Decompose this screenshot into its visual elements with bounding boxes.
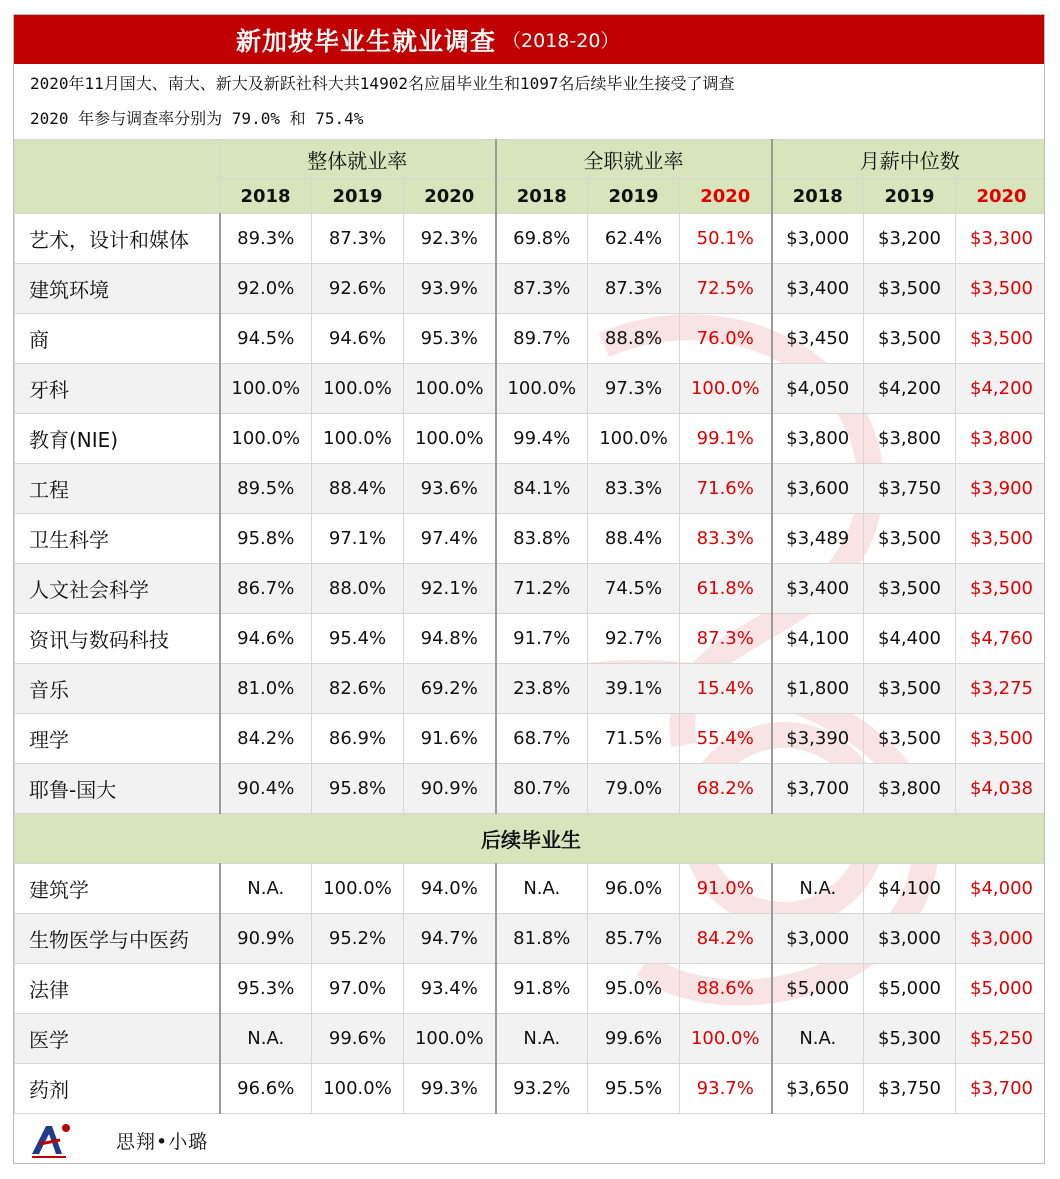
table-cell: 68.2%	[680, 764, 772, 814]
header-year: 2020	[680, 179, 772, 214]
table-cell: 39.1%	[588, 664, 680, 714]
table-cell: 74.5%	[588, 564, 680, 614]
table-cell: 15.4%	[680, 664, 772, 714]
table-cell: $3,900	[956, 464, 1045, 514]
table-row	[15, 764, 1046, 814]
row-label: 药剂	[15, 1064, 220, 1114]
table-cell: 94.6%	[312, 314, 404, 364]
table-cell: $4,200	[864, 364, 956, 414]
table-cell: $3,000	[772, 914, 864, 964]
intro-line-1: 2020年11月国大、南大、新大及新跃社科大共14902名应届毕业生和1097名后续毕业生接受了调查	[30, 74, 735, 93]
header-row-groups	[15, 140, 1046, 179]
table-cell: $3,400	[772, 564, 864, 614]
table-cell: 86.7%	[220, 564, 312, 614]
table-cell: 97.0%	[312, 964, 404, 1014]
table-cell: $4,200	[956, 364, 1045, 414]
table-cell: 94.7%	[404, 914, 496, 964]
row-label: 卫生科学	[15, 514, 220, 564]
header-year: 2019	[588, 179, 680, 214]
table-cell: $4,038	[956, 764, 1045, 814]
table-cell: 84.2%	[220, 714, 312, 764]
table-cell: 83.3%	[588, 464, 680, 514]
table-cell: 88.4%	[588, 514, 680, 564]
row-label: 生物医学与中医药	[15, 914, 220, 964]
table-cell: $3,500	[956, 514, 1045, 564]
table-cell: 23.8%	[496, 664, 588, 714]
table-cell: $4,760	[956, 614, 1045, 664]
footer	[14, 1117, 1044, 1163]
table-cell: $3,500	[864, 514, 956, 564]
table-cell: N.A.	[772, 864, 864, 914]
table-cell: $3,489	[772, 514, 864, 564]
table-cell: 95.8%	[312, 764, 404, 814]
table-cell: 93.9%	[404, 264, 496, 314]
table-cell: $3,800	[864, 414, 956, 464]
intro-line-2: 2020 年参与调查率分别为 79.0% 和 75.4%	[30, 109, 364, 128]
table-cell: 97.4%	[404, 514, 496, 564]
section-row	[15, 814, 1046, 864]
table-row	[15, 464, 1046, 514]
table-cell: $3,000	[956, 914, 1045, 964]
table-cell: $4,050	[772, 364, 864, 414]
table-row	[15, 1064, 1046, 1114]
table-cell: 93.6%	[404, 464, 496, 514]
row-label: 法律	[15, 964, 220, 1014]
header-group-salary: 月薪中位数	[772, 140, 1045, 179]
table-cell: $5,000	[956, 964, 1045, 1014]
table-row	[15, 914, 1046, 964]
section-label: 后续毕业生	[15, 814, 1046, 864]
table-cell: 95.0%	[588, 964, 680, 1014]
table-cell: $3,000	[772, 214, 864, 264]
table-row	[15, 564, 1046, 614]
table-cell: $4,000	[956, 864, 1045, 914]
table-row	[15, 664, 1046, 714]
row-label: 教育(NIE)	[15, 414, 220, 464]
table-cell: 72.5%	[680, 264, 772, 314]
table-cell: 83.3%	[680, 514, 772, 564]
table-row	[15, 1014, 1046, 1064]
table-cell: 84.2%	[680, 914, 772, 964]
table-row	[15, 314, 1046, 364]
table-cell: 91.8%	[496, 964, 588, 1014]
table-cell: $3,450	[772, 314, 864, 364]
table-cell: 55.4%	[680, 714, 772, 764]
table-cell: $3,700	[772, 764, 864, 814]
table-cell: 100.0%	[220, 414, 312, 464]
table-cell: 92.7%	[588, 614, 680, 664]
table-cell: 90.9%	[404, 764, 496, 814]
table-row	[15, 514, 1046, 564]
table-cell: 97.1%	[312, 514, 404, 564]
table-cell: $3,750	[864, 464, 956, 514]
table-cell: $5,300	[864, 1014, 956, 1064]
table-cell: 68.7%	[496, 714, 588, 764]
table-cell: 83.8%	[496, 514, 588, 564]
table-cell: 92.1%	[404, 564, 496, 614]
table-row	[15, 714, 1046, 764]
table-cell: 95.3%	[220, 964, 312, 1014]
table-cell: 50.1%	[680, 214, 772, 264]
table-cell: $1,800	[772, 664, 864, 714]
table-cell: 87.3%	[312, 214, 404, 264]
table-cell: $3,390	[772, 714, 864, 764]
table-cell: 95.3%	[404, 314, 496, 364]
table-cell: $3,800	[864, 764, 956, 814]
header-year: 2019	[312, 179, 404, 214]
table-cell: $3,500	[956, 714, 1045, 764]
table-cell: 69.8%	[496, 214, 588, 264]
row-label: 音乐	[15, 664, 220, 714]
table-cell: 82.6%	[312, 664, 404, 714]
table-cell: 100.0%	[680, 364, 772, 414]
table-cell: 88.6%	[680, 964, 772, 1014]
row-label: 资讯与数码科技	[15, 614, 220, 664]
brand-logo-icon	[26, 1120, 78, 1160]
table-cell: $4,100	[772, 614, 864, 664]
table-cell: 99.3%	[404, 1064, 496, 1114]
table-cell: $3,500	[956, 564, 1045, 614]
table-cell: 71.5%	[588, 714, 680, 764]
table-cell: 88.8%	[588, 314, 680, 364]
row-label: 耶鲁-国大	[15, 764, 220, 814]
row-label: 艺术，设计和媒体	[15, 214, 220, 264]
table-cell: $3,650	[772, 1064, 864, 1114]
table-cell: 93.7%	[680, 1064, 772, 1114]
table-cell: 100.0%	[680, 1014, 772, 1064]
header-year: 2018	[772, 179, 864, 214]
table-cell: 99.6%	[312, 1014, 404, 1064]
table-cell: 90.4%	[220, 764, 312, 814]
table-cell: 86.9%	[312, 714, 404, 764]
table-cell: $3,750	[864, 1064, 956, 1114]
table-row	[15, 864, 1046, 914]
table-cell: 81.8%	[496, 914, 588, 964]
table-cell: $3,400	[772, 264, 864, 314]
table-cell: 99.1%	[680, 414, 772, 464]
table-cell: 91.7%	[496, 614, 588, 664]
table-cell: 87.3%	[496, 264, 588, 314]
table-cell: N.A.	[220, 1014, 312, 1064]
survey-card	[13, 14, 1045, 1164]
author-name: 思翔•小璐	[116, 1130, 209, 1153]
table-cell: $3,600	[772, 464, 864, 514]
table-cell: $4,100	[864, 864, 956, 914]
table-cell: 84.1%	[496, 464, 588, 514]
table-cell: $5,000	[864, 964, 956, 1014]
table-cell: $3,500	[956, 264, 1045, 314]
table-cell: N.A.	[496, 864, 588, 914]
table-cell: 88.4%	[312, 464, 404, 514]
table-cell: 95.2%	[312, 914, 404, 964]
table-row	[15, 414, 1046, 464]
header-year: 2019	[864, 179, 956, 214]
table-cell: 100.0%	[404, 364, 496, 414]
page-title: 新加坡毕业生就业调查	[236, 26, 497, 56]
table-cell: 94.8%	[404, 614, 496, 664]
table-cell: 69.2%	[404, 664, 496, 714]
table-cell: 100.0%	[404, 1014, 496, 1064]
header-group-fulltime: 全职就业率	[496, 140, 772, 179]
table-cell: $5,000	[772, 964, 864, 1014]
table-cell: 99.6%	[588, 1014, 680, 1064]
table-cell: 96.6%	[220, 1064, 312, 1114]
table-cell: 97.3%	[588, 364, 680, 414]
title-bar	[14, 15, 1044, 64]
row-label: 医学	[15, 1014, 220, 1064]
table-cell: 100.0%	[220, 364, 312, 414]
table-cell: 100.0%	[312, 364, 404, 414]
table-cell: 94.6%	[220, 614, 312, 664]
table-cell: 93.4%	[404, 964, 496, 1014]
row-label: 牙科	[15, 364, 220, 414]
header-year: 2018	[220, 179, 312, 214]
table-cell: 61.8%	[680, 564, 772, 614]
table-cell: 89.3%	[220, 214, 312, 264]
table-row	[15, 264, 1046, 314]
table-cell: N.A.	[220, 864, 312, 914]
table-cell: $3,500	[864, 314, 956, 364]
table-cell: 71.6%	[680, 464, 772, 514]
table-cell: $3,200	[864, 214, 956, 264]
row-label: 工程	[15, 464, 220, 514]
table-cell: 99.4%	[496, 414, 588, 464]
header-year: 2020	[404, 179, 496, 214]
table-row	[15, 964, 1046, 1014]
table-row	[15, 214, 1046, 264]
row-label: 建筑学	[15, 864, 220, 914]
table-cell: $3,500	[864, 664, 956, 714]
table-cell: 94.5%	[220, 314, 312, 364]
table-cell: 92.6%	[312, 264, 404, 314]
table-cell: 87.3%	[680, 614, 772, 664]
row-label: 人文社会科学	[15, 564, 220, 614]
table-cell: 87.3%	[588, 264, 680, 314]
table-cell: 95.5%	[588, 1064, 680, 1114]
table-cell: 85.7%	[588, 914, 680, 964]
table-cell: $3,800	[956, 414, 1045, 464]
table-cell: 100.0%	[312, 1064, 404, 1114]
table-cell: 100.0%	[312, 864, 404, 914]
table-cell: $3,000	[864, 914, 956, 964]
table-body	[15, 140, 1046, 1114]
table-cell: $3,800	[772, 414, 864, 464]
table-row	[15, 614, 1046, 664]
table-cell: $3,500	[864, 714, 956, 764]
table-cell: 95.8%	[220, 514, 312, 564]
table-cell: 96.0%	[588, 864, 680, 914]
table-cell: 62.4%	[588, 214, 680, 264]
header-corner	[15, 140, 220, 214]
table-cell: $3,275	[956, 664, 1045, 714]
header-group-overall: 整体就业率	[220, 140, 496, 179]
table-cell: 71.2%	[496, 564, 588, 614]
table-cell: $4,400	[864, 614, 956, 664]
table-cell: 100.0%	[496, 364, 588, 414]
table-cell: 90.9%	[220, 914, 312, 964]
table-cell: 89.7%	[496, 314, 588, 364]
table-cell: 76.0%	[680, 314, 772, 364]
table-cell: $3,300	[956, 214, 1045, 264]
table-cell: 91.0%	[680, 864, 772, 914]
table-cell: $3,700	[956, 1064, 1045, 1114]
table-cell: 81.0%	[220, 664, 312, 714]
table-cell: 100.0%	[404, 414, 496, 464]
table-cell: $3,500	[864, 264, 956, 314]
table-cell: $3,500	[864, 564, 956, 614]
table-cell: 91.6%	[404, 714, 496, 764]
header-year: 2018	[496, 179, 588, 214]
page-subtitle: （2018-20）	[502, 30, 620, 52]
table-cell: 94.0%	[404, 864, 496, 914]
employment-table	[14, 139, 1045, 1114]
table-cell: 92.3%	[404, 214, 496, 264]
row-label: 商	[15, 314, 220, 364]
table-row	[15, 364, 1046, 414]
table-cell: 92.0%	[220, 264, 312, 314]
row-label: 建筑环境	[15, 264, 220, 314]
table-cell: 93.2%	[496, 1064, 588, 1114]
table-cell: N.A.	[772, 1014, 864, 1064]
table-cell: N.A.	[496, 1014, 588, 1064]
row-label: 理学	[15, 714, 220, 764]
table-cell: 95.4%	[312, 614, 404, 664]
table-cell: 100.0%	[312, 414, 404, 464]
table-cell: 80.7%	[496, 764, 588, 814]
table-cell: 88.0%	[312, 564, 404, 614]
table-cell: $5,250	[956, 1014, 1045, 1064]
table-cell: 100.0%	[588, 414, 680, 464]
header-year: 2020	[956, 179, 1045, 214]
table-cell: 79.0%	[588, 764, 680, 814]
table-cell: $3,500	[956, 314, 1045, 364]
table-cell: 89.5%	[220, 464, 312, 514]
